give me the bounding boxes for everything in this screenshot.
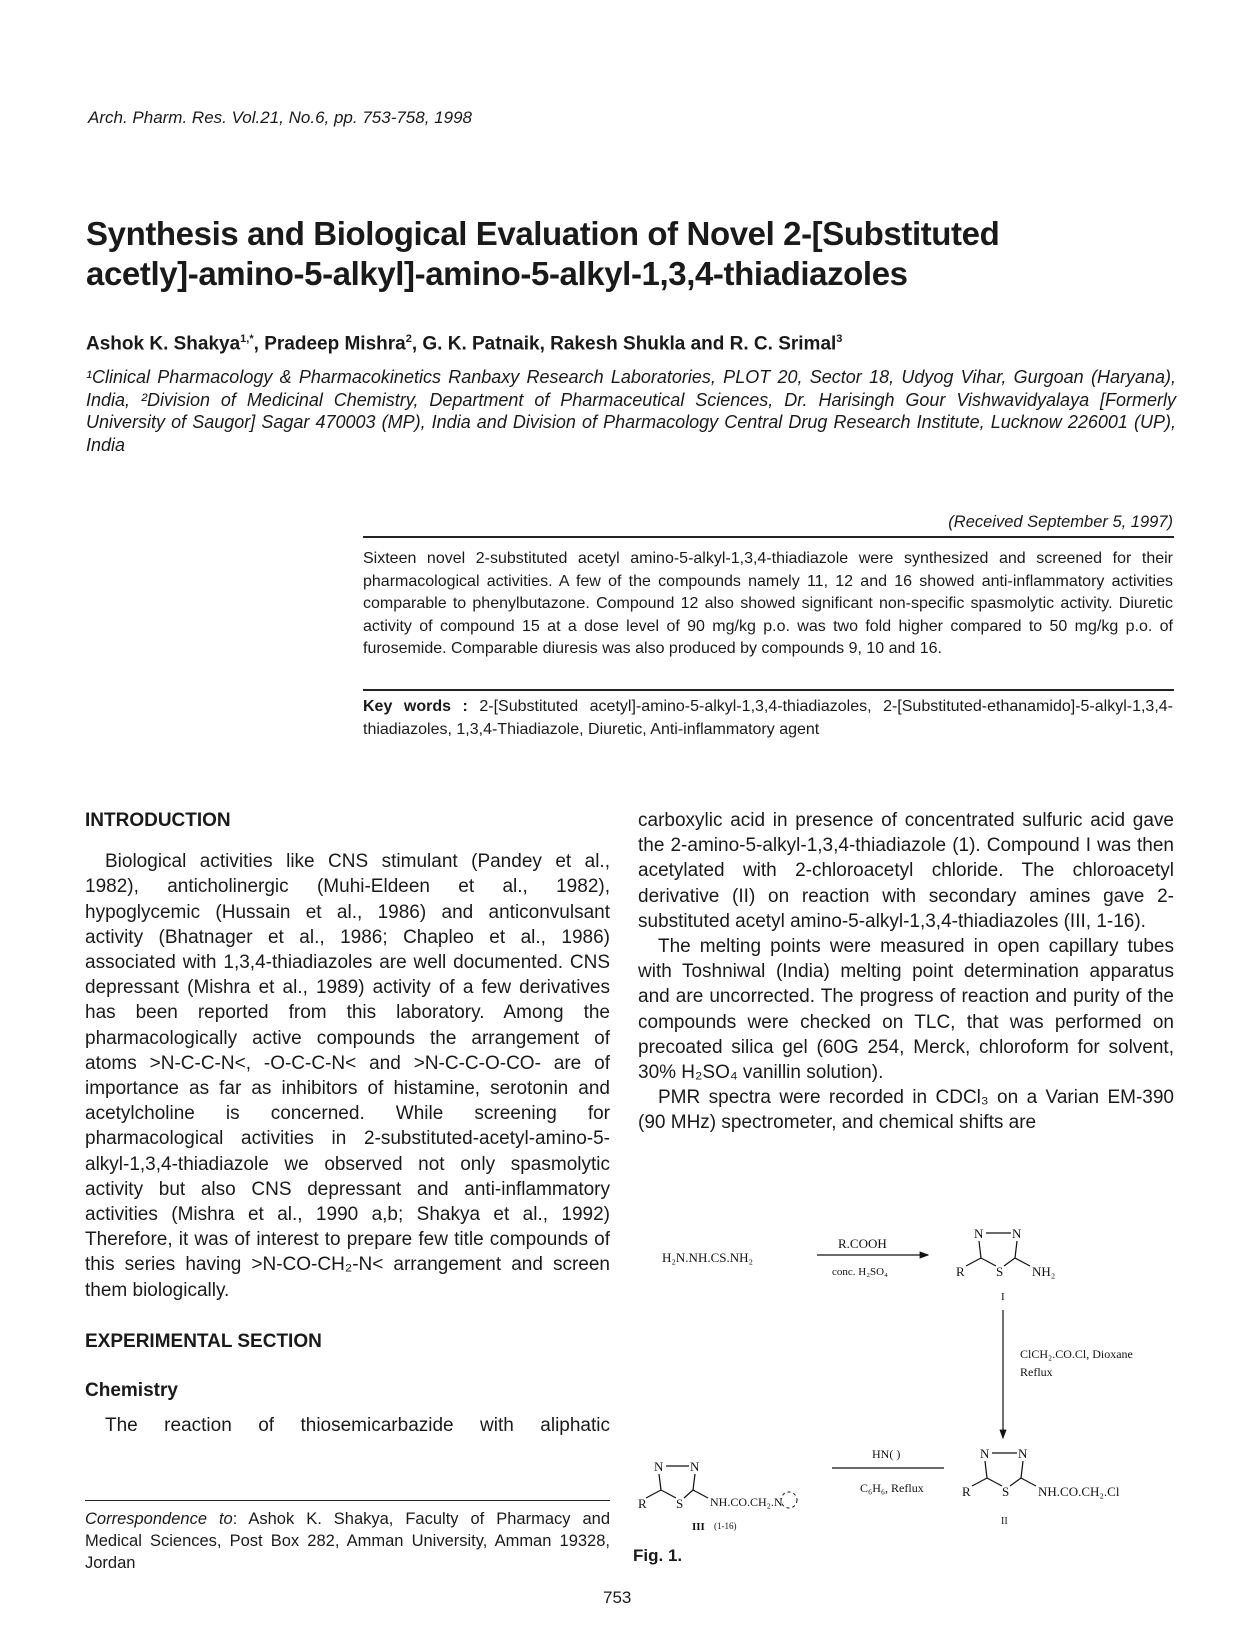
author: , Pradeep Mishra: [253, 333, 406, 355]
author-affil-mark: 3: [836, 333, 843, 345]
footnote-text: : Ashok K. Shakya, Faculty of Pharmacy and Medical Sciences, Post Box 282, Amman University, Amman 19328, Jordan: [85, 1510, 611, 1572]
thiadiazole-ring-compound-1: [956, 1226, 1055, 1279]
step1-reagent: R.COOH: [838, 1236, 887, 1251]
svg-text:S: S: [1002, 1484, 1010, 1499]
step3-reagent: HN( ): [872, 1447, 901, 1461]
affiliations: ¹Clinical Pharmacology & Pharmacokinetics Ranbaxy Research Laboratories, PLOT 20, Sector 18, Udyog Vihar, Gurgoan (Haryana), India, ²Division of Medicinal Chemistry, Department of Pharmaceutical Sciences, Dr. Harisingh Gour Vishwavidyalaya [Formerly University of Saugor] Sagar 470003 (MP), India and Division of Pharmacology Central Drug Research Institute, Lucknow 226001 (UP), India: [86, 367, 1176, 455]
abstract-top-rule: [363, 536, 1174, 538]
footnote-rule: [85, 1500, 610, 1501]
starting-material: H₂N.NH.CS.NH₂: [662, 1250, 754, 1265]
chemistry-paragraph-start: The reaction of thiosemicarbazide with aliphatic: [105, 1415, 610, 1437]
compound-3-substituent: NH.CO.CH₂.N: [710, 1495, 783, 1509]
compound-2-substituent: NH.CO.CH₂.Cl: [1038, 1484, 1120, 1499]
svg-text:S: S: [996, 1264, 1004, 1279]
author-affil-mark: 1,*: [240, 333, 254, 345]
right-column: [638, 808, 1174, 1136]
compound-2-label: II: [1001, 1516, 1008, 1527]
section-heading-introduction: INTRODUCTION: [85, 810, 231, 831]
keywords-label: Key words :: [363, 698, 468, 715]
abstract-bottom-rule: [363, 689, 1174, 691]
author-affil-mark: 2: [405, 333, 412, 345]
svg-text:N: N: [980, 1446, 990, 1461]
compound-1-substituent: NH₂: [1032, 1264, 1056, 1279]
figure-caption: Fig. 1.: [633, 1546, 683, 1565]
step1-condition: conc. H₂SO₄: [832, 1266, 888, 1278]
keywords-text: 2-[Substituted acetyl]-amino-5-alkyl-1,3,4-thiadiazoles, 2-[Substituted-ethanamido]-5-alkyl-1,3,4-thiadiazoles, 1,3,4-Thiadiazole, Diuretic, Anti-inflammatory agent: [363, 698, 1173, 738]
page-number: 753: [603, 1588, 632, 1607]
melting-point-paragraph: The melting points were measured in open capillary tubes with Toshniwal (India) melting point determination apparatus and are uncorrected. The progress of reaction and purity of the compounds were checked on TLC, that was performed on precoated silica gel (60G 254, Merck, chloroform for solvent, 30% H₂SO₄ vanillin solution).: [638, 936, 1174, 1084]
footnote-label: Correspondence to: [85, 1510, 233, 1528]
compound-1-label: I: [1001, 1291, 1005, 1303]
subsection-heading-chemistry: Chemistry: [85, 1380, 178, 1402]
compound-3-range: (1-16): [714, 1521, 737, 1531]
step2-condition: Reflux: [1020, 1365, 1053, 1379]
correspondence-footnote: [85, 1508, 610, 1574]
compound-3-label: III: [692, 1521, 705, 1533]
svg-text:N: N: [690, 1459, 700, 1474]
thiadiazole-ring-compound-3: [638, 1459, 797, 1511]
svg-text:R: R: [956, 1264, 965, 1279]
svg-text:R: R: [962, 1484, 971, 1499]
received-date: (Received September 5, 1997): [948, 513, 1173, 531]
abstract: Sixteen novel 2-substituted acetyl amino-5-alkyl-1,3,4-thiadiazole were synthesized and screened for their pharmacological activities. A few of the compounds namely 11, 12 and 16 showed anti-inflammatory activities comparable to phenylbutazone. Compound 12 also showed significant non-specific spasmolytic activity. Diuretic activity of compound 15 at a dose level of 90 mg/kg p.o. was two fold higher compared to 50 mg/kg p.o. of furosemide. Comparable diuresis was also produced by compounds 9, 10 and 16.: [363, 550, 1173, 657]
svg-text:R: R: [638, 1496, 647, 1511]
author-list: [86, 333, 842, 355]
chemistry-paragraph-cont: carboxylic acid in presence of concentrated sulfuric acid gave the 2-amino-5-alkyl-1,3,4-thiadiazole (1). Compound I was then acetylated with 2-chloroacetyl chloride. The chloroacetyl derivative (II) on reaction with secondary amines gave 2-substituted acetyl amino-5-alkyl-1,3,4-thiadiazoles (III, 1-16).: [638, 810, 1174, 932]
step3-condition: C₆H₆, Reflux: [860, 1481, 924, 1495]
section-heading-experimental: EXPERIMENTAL SECTION: [85, 1330, 322, 1352]
svg-text:N: N: [1018, 1446, 1028, 1461]
title-line-2: acetly]-amino-5-alkyl]-amino-5-alkyl-1,3,4-thiadiazoles: [86, 255, 908, 292]
thiadiazole-ring-compound-2: [962, 1446, 1120, 1499]
author: Ashok K. Shakya: [86, 333, 241, 355]
svg-text:S: S: [676, 1496, 684, 1511]
title-line-1: Synthesis and Biological Evaluation of Novel 2-[Substituted: [86, 215, 1000, 252]
step2-reagent: ClCH₂.CO.Cl, Dioxane: [1020, 1347, 1133, 1361]
reaction-scheme-figure: [600, 1200, 1238, 1545]
svg-text:N: N: [974, 1226, 984, 1241]
keywords: [363, 696, 1173, 741]
journal-citation: Arch. Pharm. Res. Vol.21, No.6, pp. 753-758, 1998: [88, 108, 472, 127]
svg-text:N: N: [654, 1459, 664, 1474]
svg-text:N: N: [1012, 1226, 1022, 1241]
intro-paragraph: Biological activities like CNS stimulant (Pandey et al., 1982), anticholinergic (Muhi-Eldeen et al., 1982), hypoglycemic (Hussain et al., 1986) and anticonvulsant activity (Bhatnager et al., 1986; Chapleo et al., 1986) associated with 1,3,4-thiadiazoles are well documented. CNS depressant (Mishra et al., 1989) activity of a few derivatives has been reported from this laboratory. Among the pharmacologically active compounds the arrangement of atoms >N-C-C-N<, -O-C-C-N< and >N-C-C-O-CO- are of importance as far as inhibitors of histamine, serotonin and acetylcholine is concerned. While screening for pharmacological activities in 2-substituted-acetyl-amino-5-alkyl-1,3,4-thiadiazole we observed not only spasmolytic activity but also CNS depressant and anti-inflammatory activities (Mishra et al., 1990 a,b; Shakya et al., 1992) Therefore, it was of interest to prepare few title compounds of this series having >N-CO-CH₂-N< arrangement and screen them biologically.: [85, 851, 610, 1301]
pmr-paragraph: PMR spectra were recorded in CDCl₃ on a Varian EM-390 (90 MHz) spectrometer, and chemical shifts are: [638, 1087, 1174, 1134]
author: , G. K. Patnaik, Rakesh Shukla and R. C. Srimal: [411, 333, 837, 355]
paper-title: [86, 214, 1196, 294]
left-column: [85, 808, 610, 1438]
